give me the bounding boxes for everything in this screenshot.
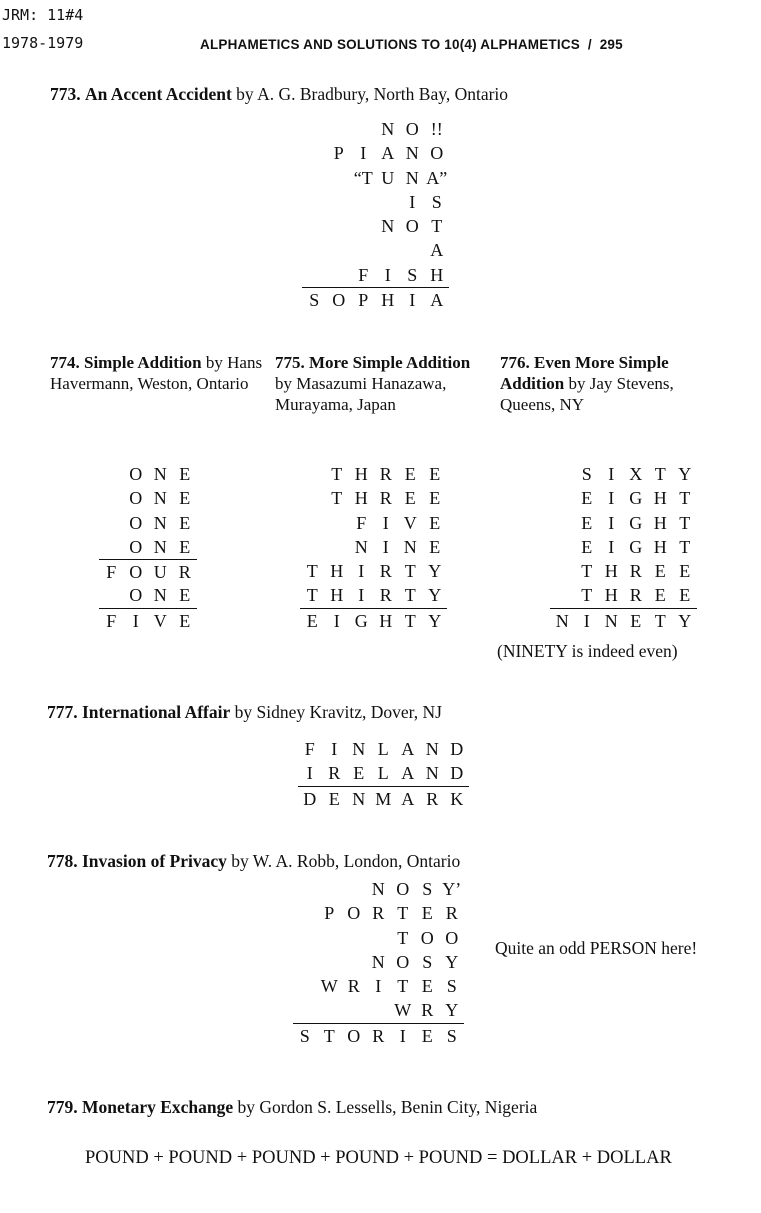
letter: E: [404, 464, 416, 484]
letter: G: [629, 512, 643, 533]
addend-row: [349, 535, 447, 559]
letter: N: [371, 879, 385, 899]
letter: H: [653, 488, 667, 509]
addend-row: [124, 486, 198, 510]
letter: O: [445, 927, 459, 948]
letter: E: [179, 488, 191, 509]
problem-779-heading: [47, 1097, 537, 1118]
sum-row-with-rule: [550, 608, 697, 632]
letter: W: [320, 976, 338, 997]
letter: R: [426, 788, 439, 809]
letter: S: [581, 464, 592, 484]
letter: R: [379, 561, 392, 582]
letter: N: [153, 512, 167, 533]
letter: R: [421, 1000, 434, 1021]
letter: N: [354, 536, 368, 557]
letter: R: [372, 1025, 385, 1046]
letter: N: [381, 216, 395, 237]
addend-row: [351, 263, 449, 287]
letter: E: [679, 585, 691, 606]
letter: E: [421, 1025, 433, 1046]
alphametic-row: [293, 974, 465, 998]
letter: Y: [428, 610, 442, 631]
alphametic-row: [300, 559, 447, 583]
letter: A: [381, 143, 395, 164]
letter: D: [450, 763, 464, 784]
letter: T: [679, 512, 691, 533]
letter: T: [306, 585, 318, 606]
alphametic-row: [99, 583, 197, 607]
alphametic-row: [550, 511, 697, 535]
problem-number: 777.: [47, 702, 78, 722]
problem-number: 774.: [50, 353, 80, 372]
problem-number: 779.: [47, 1097, 78, 1117]
letter: O: [396, 951, 410, 972]
problem-byline: by Sidney Kravitz, Dover, NJ: [234, 702, 442, 722]
addend-row: [327, 141, 450, 165]
alphametic-row: [300, 511, 447, 535]
letter: E: [581, 512, 593, 533]
addend-row: [376, 117, 450, 141]
letter: L: [377, 763, 389, 784]
addend-row: [575, 559, 698, 583]
alphametic-row: [293, 1023, 465, 1047]
letter: O: [347, 903, 361, 924]
letter: I: [399, 1025, 406, 1046]
problem-776-heading: [500, 352, 730, 415]
letter: Y: [428, 585, 442, 606]
alphametic-row: [300, 583, 447, 607]
problem-title: Monetary Exchange: [82, 1097, 234, 1117]
addend-row: [391, 998, 465, 1022]
addend-row: [317, 974, 464, 998]
problem-775-heading: [275, 352, 480, 415]
letter: S: [422, 951, 433, 972]
addend-row: [575, 583, 698, 607]
letter: !!: [430, 119, 443, 139]
alphametic-row: [298, 761, 470, 785]
letter: N: [352, 788, 366, 809]
problem-byline: by W. A. Robb, London, Ontario: [231, 851, 461, 871]
letter: I: [409, 290, 416, 311]
addend-row: [575, 535, 698, 559]
problem-776-note: (NINETY is indeed even): [497, 641, 678, 661]
letter: N: [352, 739, 366, 759]
addend-row: [575, 511, 698, 535]
sum-row-with-rule: [99, 608, 197, 632]
problem-byline: by A. G. Bradbury, North Bay, Ontario: [236, 84, 509, 104]
problem-778-note: Quite an odd PERSON here!: [495, 938, 698, 958]
letter: Y: [678, 610, 692, 631]
letter: I: [375, 976, 382, 997]
problem-773-heading: [50, 84, 508, 105]
letter: T: [306, 561, 318, 582]
letter: O: [405, 216, 419, 237]
addend-row: [349, 511, 447, 535]
letter: T: [323, 1025, 335, 1046]
letter: E: [429, 512, 441, 533]
letter: Y: [445, 1000, 459, 1021]
letter: G: [629, 488, 643, 509]
letter: R: [379, 464, 392, 484]
letter: H: [430, 264, 444, 285]
letter: I: [360, 143, 367, 164]
letter: E: [404, 488, 416, 509]
problem-title: International Affair: [82, 702, 231, 722]
letter: E: [353, 763, 365, 784]
sum-row-with-rule: [293, 1023, 465, 1047]
letter: O: [396, 879, 410, 899]
problem-778-alphametic: [293, 877, 465, 1047]
alphametic-row: [550, 583, 697, 607]
letter: R: [178, 562, 191, 583]
letter: T: [404, 610, 416, 631]
letter: O: [129, 512, 143, 533]
letter: E: [421, 903, 433, 924]
letter: E: [679, 561, 691, 582]
letter: X: [629, 464, 643, 484]
letter: H: [604, 561, 618, 582]
letter: I: [358, 561, 365, 582]
letter: T: [404, 561, 416, 582]
letter: I: [306, 763, 313, 784]
letter: A: [430, 240, 444, 261]
letter: V: [403, 512, 417, 533]
letter: O: [405, 119, 419, 139]
letter: P: [333, 143, 344, 164]
letter: T: [397, 976, 409, 997]
alphametic-row: [302, 214, 449, 238]
addend-row: [391, 926, 465, 950]
alphametic-row: [99, 486, 197, 510]
letter: G: [354, 610, 368, 631]
letter: E: [179, 585, 191, 606]
sum-row-with-rule: [298, 786, 470, 810]
letter: O: [129, 562, 143, 583]
problem-777-heading: [47, 702, 442, 723]
letter: I: [409, 191, 416, 212]
alphametic-row: [550, 608, 697, 632]
problem-title: Simple Addition: [84, 353, 202, 372]
letter: U: [381, 167, 395, 188]
letter: S: [299, 1025, 310, 1046]
letter: T: [581, 561, 593, 582]
journal-issue: JRM: 11#4: [2, 6, 84, 24]
problem-byline: by Hans Havermann, Weston, Ontario: [50, 353, 263, 393]
letter: E: [581, 488, 593, 509]
addend-row: [124, 511, 198, 535]
letter: O: [420, 927, 434, 948]
letter: S: [309, 290, 320, 311]
letter: T: [431, 216, 443, 237]
problem-byline: by Masazumi Hanazawa, Murayama, Japan: [275, 374, 447, 414]
letter: H: [330, 561, 344, 582]
letter: N: [371, 951, 385, 972]
addend-row: [575, 462, 698, 486]
alphametic-row: [302, 287, 449, 311]
letter: T: [679, 536, 691, 557]
letter: Y: [428, 561, 442, 582]
problem-title: An Accent Accident: [85, 84, 232, 104]
letter: U: [153, 562, 167, 583]
problem-number: 773.: [50, 84, 81, 104]
addend-row: [300, 559, 447, 583]
letter: N: [405, 167, 419, 188]
letter: E: [654, 585, 666, 606]
letter: E: [429, 536, 441, 557]
letter: H: [379, 610, 393, 631]
alphametic-row: [300, 462, 447, 486]
letter: I: [382, 536, 389, 557]
letter: Y’: [442, 879, 462, 899]
alphametic-row: [302, 141, 449, 165]
letter: E: [429, 488, 441, 509]
letter: E: [630, 610, 642, 631]
alphametic-row: [550, 559, 697, 583]
alphametic-row: [293, 950, 465, 974]
problem-byline: by Gordon S. Lessells, Benin City, Nigeria: [237, 1097, 538, 1117]
letter: K: [450, 788, 464, 809]
problem-number: 776.: [500, 353, 530, 372]
alphametic-row: [302, 263, 449, 287]
problem-773-alphametic: [302, 117, 449, 311]
letter: I: [331, 739, 338, 759]
alphametic-row: [293, 877, 465, 901]
letter: P: [324, 903, 335, 924]
alphametic-row: [302, 238, 449, 262]
problem-776-alphametic: [550, 462, 697, 632]
letter: H: [354, 488, 368, 509]
letter: D: [450, 739, 464, 759]
alphametic-row: [293, 998, 465, 1022]
sum-row-with-rule: [300, 608, 447, 632]
letter: E: [581, 536, 593, 557]
alphametic-row: [99, 608, 197, 632]
letter: P: [358, 290, 369, 311]
letter: H: [354, 464, 368, 484]
letter: T: [654, 464, 666, 484]
letter: T: [654, 610, 666, 631]
letter: I: [132, 610, 139, 631]
letter: T: [331, 488, 343, 509]
letter: I: [382, 512, 389, 533]
addend-row: [298, 761, 470, 785]
problem-byline: by Jay Stevens, Queens, NY: [500, 374, 674, 414]
problem-778-heading: [47, 851, 460, 872]
letter: I: [608, 512, 615, 533]
letter: S: [431, 191, 442, 212]
letter: E: [179, 536, 191, 557]
letter: T: [581, 585, 593, 606]
letter: R: [629, 561, 642, 582]
letter: N: [381, 119, 395, 139]
addend-row: [325, 462, 448, 486]
alphametic-row: [302, 190, 449, 214]
letter: S: [422, 879, 433, 899]
letter: N: [604, 610, 618, 631]
letter: E: [421, 976, 433, 997]
alphametic-row: [300, 535, 447, 559]
problem-779-equation: POUND + POUND + POUND + POUND + POUND = DOLLAR + DOLLAR: [85, 1148, 672, 1168]
sum-row-with-rule: [302, 287, 449, 311]
letter: H: [604, 585, 618, 606]
letter: N: [425, 763, 439, 784]
addend-row: [298, 737, 470, 761]
alphametic-row: [550, 462, 697, 486]
letter: F: [356, 512, 367, 533]
addend-row: [124, 583, 198, 607]
addend-row: [425, 238, 450, 262]
letter: T: [331, 464, 343, 484]
letter: E: [179, 610, 191, 631]
letter: F: [358, 264, 369, 285]
letter: Y: [445, 951, 459, 972]
letter: W: [394, 1000, 412, 1021]
addend-row: [376, 214, 450, 238]
alphametic-row: [550, 535, 697, 559]
letter: L: [377, 739, 389, 759]
addend-row: [325, 486, 448, 510]
addend-row: [351, 166, 449, 190]
letter: A: [401, 763, 415, 784]
letter: V: [153, 610, 167, 631]
alphametic-row: [298, 786, 470, 810]
addend-row: [124, 535, 198, 559]
addend-row: [300, 583, 447, 607]
alphametic-row: [300, 486, 447, 510]
letter: I: [608, 488, 615, 509]
letter: E: [306, 610, 318, 631]
problem-number: 778.: [47, 851, 78, 871]
problem-title: Invasion of Privacy: [82, 851, 227, 871]
letter: S: [446, 1025, 457, 1046]
alphametic-row: [293, 926, 465, 950]
letter: M: [375, 788, 392, 809]
problem-774-alphametic: [99, 462, 197, 632]
letter: R: [328, 763, 341, 784]
alphametic-row: [99, 535, 197, 559]
letter: F: [106, 610, 117, 631]
letter: A: [430, 290, 444, 311]
letter: D: [303, 788, 317, 809]
letter: A: [401, 788, 415, 809]
letter: A”: [426, 167, 448, 188]
letter: E: [429, 464, 441, 484]
letter: A: [401, 739, 415, 759]
addend-row: [124, 462, 198, 486]
letter: O: [129, 464, 143, 484]
letter: O: [430, 143, 444, 164]
addend-row: [317, 901, 464, 925]
journal-years: 1978-1979: [2, 34, 84, 52]
letter: H: [381, 290, 395, 311]
letter: F: [304, 739, 315, 759]
letter: H: [653, 536, 667, 557]
addend-row: [366, 950, 464, 974]
letter: N: [425, 739, 439, 759]
letter: R: [347, 976, 360, 997]
alphametic-row: [99, 462, 197, 486]
alphametic-row: [293, 901, 465, 925]
addend-row: [400, 190, 449, 214]
letter: R: [379, 585, 392, 606]
letter: S: [407, 264, 418, 285]
alphametic-row: [99, 511, 197, 535]
letter: E: [179, 512, 191, 533]
alphametic-row: [302, 166, 449, 190]
addend-row: [366, 877, 464, 901]
letter: I: [384, 264, 391, 285]
sum-row-with-rule: [99, 559, 197, 583]
alphametic-row: [298, 737, 470, 761]
letter: T: [404, 585, 416, 606]
letter: O: [332, 290, 346, 311]
letter: N: [153, 585, 167, 606]
alphametic-row: [99, 559, 197, 583]
problem-title: More Simple Addition: [309, 353, 471, 372]
letter: F: [106, 562, 117, 583]
letter: H: [653, 512, 667, 533]
letter: T: [397, 927, 409, 948]
letter: H: [330, 585, 344, 606]
alphametic-row: [302, 117, 449, 141]
letter: O: [129, 536, 143, 557]
letter: N: [403, 536, 417, 557]
problem-775-alphametic: [300, 462, 447, 632]
problem-title: Even More Simple Addition: [500, 353, 669, 393]
letter: I: [358, 585, 365, 606]
letter: O: [129, 585, 143, 606]
running-title: ALPHAMETICS AND SOLUTIONS TO 10(4) ALPHAMETICS / 295: [200, 37, 623, 52]
alphametic-row: [300, 608, 447, 632]
letter: T: [679, 488, 691, 509]
letter: E: [654, 561, 666, 582]
letter: R: [445, 903, 458, 924]
letter: T: [397, 903, 409, 924]
problem-number: 775.: [275, 353, 305, 372]
letter: N: [555, 610, 569, 631]
letter: N: [153, 464, 167, 484]
letter: I: [608, 464, 615, 484]
problem-774-heading: [50, 352, 275, 394]
letter: R: [379, 488, 392, 509]
letter: G: [629, 536, 643, 557]
addend-row: [575, 486, 698, 510]
letter: I: [333, 610, 340, 631]
letter: R: [372, 903, 385, 924]
letter: R: [629, 585, 642, 606]
letter: O: [129, 488, 143, 509]
letter: Y: [678, 464, 692, 484]
alphametic-row: [550, 486, 697, 510]
letter: N: [405, 143, 419, 164]
problem-777-alphametic: [298, 737, 470, 810]
letter: E: [179, 464, 191, 484]
letter: E: [328, 788, 340, 809]
letter: N: [153, 488, 167, 509]
letter: N: [153, 536, 167, 557]
letter: I: [608, 536, 615, 557]
letter: O: [347, 1025, 361, 1046]
letter: I: [583, 610, 590, 631]
letter: “T: [353, 167, 373, 188]
letter: S: [446, 976, 457, 997]
